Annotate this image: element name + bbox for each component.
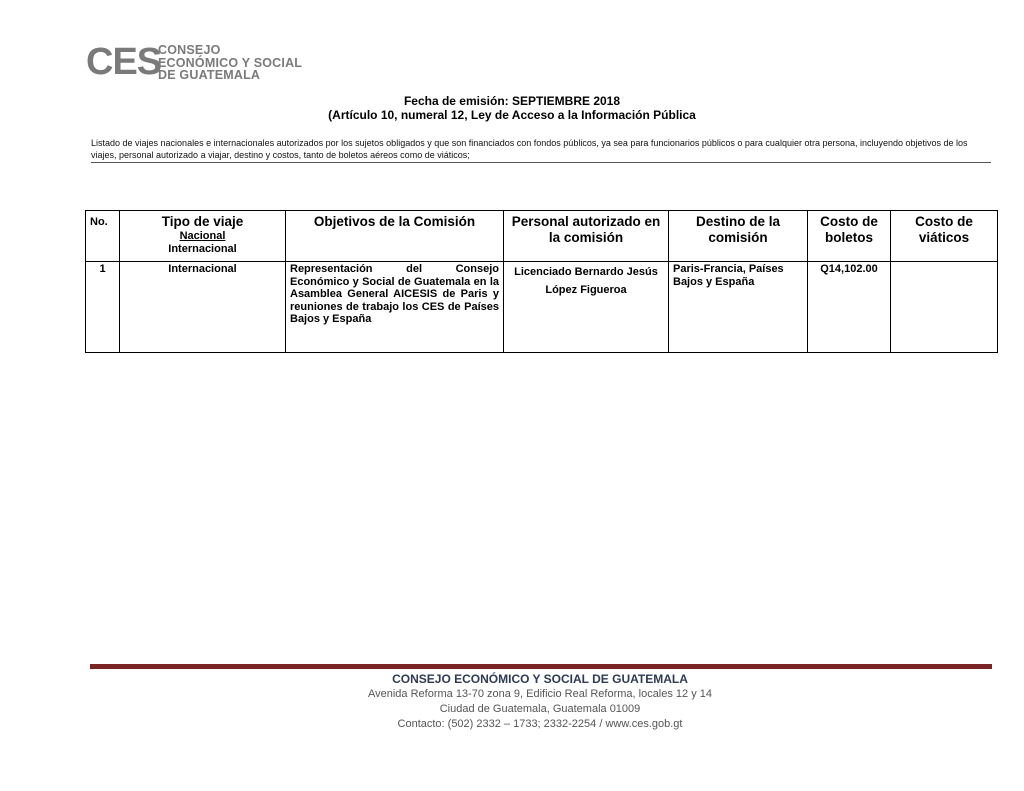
header-destination: Destino de la comisión — [669, 211, 808, 262]
footer-address: Avenida Reforma 13-70 zona 9, Edificio Real Reforma, locales 12 y 14 — [367, 688, 713, 700]
logo-line-2: ECONÓMICO Y SOCIAL — [158, 55, 303, 70]
cell-ticket-cost: Q14,102.00 — [808, 262, 891, 353]
header-objectives: Objetivos de la Comisión — [286, 211, 504, 262]
footer-divider — [90, 664, 992, 669]
issue-date-heading: Fecha de emisión: SEPTIEMBRE 2018 — [403, 94, 621, 108]
intro-divider — [91, 162, 991, 163]
cell-no: 1 — [86, 262, 120, 353]
logo-line-3: DE GUATEMALA — [158, 68, 261, 82]
cell-objectives: Representación del Consejo Económico y Social de Guatemala en la Asamblea General AICESIS de Paris y reuniones de trabajo los CES de Países Bajos y España — [286, 262, 504, 353]
cell-destination: Paris-Francia, Países Bajos y España — [669, 262, 808, 353]
header-per-diem-cost: Costo de viáticos — [891, 211, 998, 262]
trips-table — [85, 210, 998, 353]
cell-type: Internacional — [120, 262, 286, 353]
logo-line-1: CONSEJO — [158, 43, 221, 57]
footer-city: Ciudad de Guatemala, Guatemala 01009 — [439, 703, 641, 715]
footer-org-name: CONSEJO ECONÓMICO Y SOCIAL DE GUATEMALA — [392, 672, 688, 686]
table-header-row — [86, 211, 998, 262]
header-type-national: Nacional — [179, 230, 226, 242]
table-row — [86, 262, 998, 353]
legal-reference-heading: (Artículo 10, numeral 12, Ley de Acceso a la Información Pública — [328, 108, 696, 122]
header-personnel: Personal autorizado en la comisión — [504, 211, 669, 262]
header-type-international: Internacional — [168, 243, 237, 255]
footer-contact: Contacto: (502) 2332 – 1733; 2332-2254 / www.ces.gob.gt — [397, 718, 683, 730]
cell-personnel: Licenciado Bernardo Jesús López Figueroa — [504, 262, 669, 353]
intro-paragraph: Listado de viajes nacionales e internacionales autorizados por los sujetos obligados y que son financiados con fondos públicos, ya sea para funcionarios públicos o para cualquier otra persona, incluyendo objetivos de los viajes, personal autorizado a viajar, destino y costos, tanto de boletos aéreos como de viáticos; — [91, 138, 968, 160]
cell-per-diem-cost — [891, 262, 998, 353]
header-type-label: Tipo de viaje — [161, 214, 244, 229]
header-type — [120, 211, 286, 262]
header-no: No. — [86, 211, 120, 262]
header-ticket-cost: Costo de boletos — [808, 211, 891, 262]
logo-mark: CES — [86, 41, 162, 83]
logo-text — [158, 44, 302, 82]
